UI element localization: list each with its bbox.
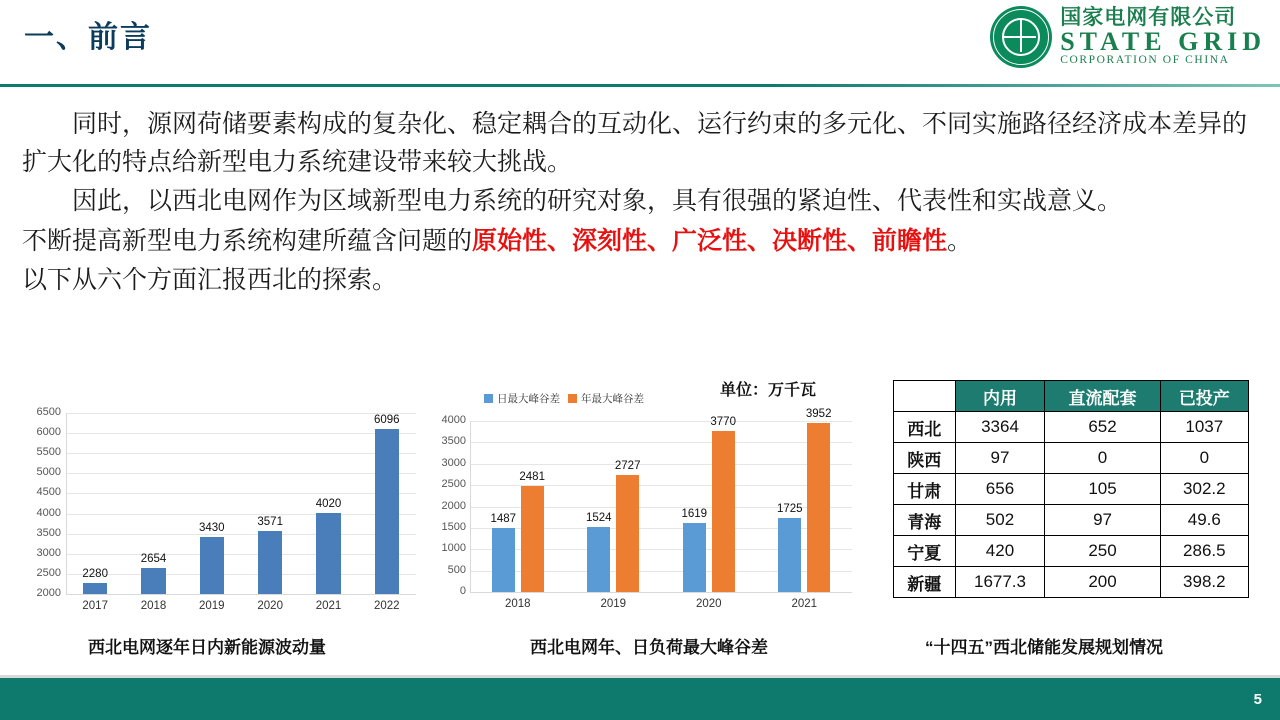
gridline <box>470 442 852 443</box>
page-number: 5 <box>1253 691 1262 708</box>
gridline <box>66 473 416 474</box>
gridline <box>66 514 416 515</box>
x-axis-tick-label: 2021 <box>315 600 342 612</box>
table-cell: 200 <box>1045 567 1160 598</box>
table-row-header: 宁夏 <box>894 536 956 567</box>
table-row-header: 西北 <box>894 412 956 443</box>
y-axis-tick-label: 3500 <box>36 526 61 539</box>
y-axis-tick-label: 2500 <box>36 566 61 579</box>
bar-value-label: 1524 <box>586 511 612 524</box>
x-axis-line <box>66 594 416 595</box>
bar-value-label: 1725 <box>777 503 803 516</box>
table-row <box>894 536 1249 567</box>
y-axis-tick-label: 500 <box>447 563 466 576</box>
table-row <box>894 505 1249 536</box>
table-cell: 302.2 <box>1160 474 1248 505</box>
bar <box>712 431 735 592</box>
y-axis-tick-label: 3000 <box>36 546 61 559</box>
table-row <box>894 443 1249 474</box>
slide-body-text <box>22 106 1262 302</box>
table-cell: 1677.3 <box>955 567 1045 598</box>
legend-label: 日最大峰谷差 <box>497 393 560 405</box>
legend-label: 年最大峰谷差 <box>581 393 644 405</box>
bar <box>375 429 400 594</box>
bar-value-label: 2654 <box>140 552 167 565</box>
bar <box>778 518 801 592</box>
paragraph-1: 同时，源网荷储要素构成的复杂化、稳定耦合的互动化、运行约束的多元化、不同实施路径经济成本差异的扩大化的特点给新型电力系统建设带来较大挑战。 <box>22 110 1248 176</box>
x-axis-tick-label: 2017 <box>82 600 108 612</box>
bar-value-label: 1487 <box>490 513 517 526</box>
bar <box>587 527 610 592</box>
gridline <box>66 534 416 535</box>
x-axis-tick-label: 2021 <box>791 598 818 610</box>
table-cell: 656 <box>955 474 1045 505</box>
gridline <box>66 433 416 434</box>
gridline <box>66 554 416 555</box>
logo-text-block <box>1060 7 1266 67</box>
bar <box>683 523 706 592</box>
table-corner-cell <box>894 381 956 412</box>
x-axis-tick-label: 2018 <box>140 600 167 612</box>
bar <box>521 486 544 592</box>
state-grid-logo <box>990 6 1266 68</box>
x-axis-tick-label: 2019 <box>600 598 627 610</box>
paragraph-3-pre: 不断提高新型电力系统构建所蕴含问题的 <box>22 226 473 255</box>
paragraph-3-post: 。 <box>947 226 973 255</box>
y-axis-tick-label: 3000 <box>441 456 466 469</box>
x-axis-tick-label: 2020 <box>257 600 283 612</box>
storage-plan-table-wrap <box>893 380 1249 598</box>
logo-company-en: STATE GRID <box>1060 26 1266 56</box>
bar-value-label: 2481 <box>519 470 545 483</box>
y-axis-tick-label: 2000 <box>36 587 61 599</box>
table-header-row <box>894 381 1249 412</box>
table-column-header: 已投产 <box>1160 381 1248 412</box>
bar <box>141 568 166 594</box>
bar-value-label: 2727 <box>614 460 641 473</box>
table-row <box>894 474 1249 505</box>
y-axis-tick-label: 6500 <box>36 406 61 418</box>
bar-value-label: 4020 <box>315 497 342 510</box>
logo-company-en-sub: CORPORATION OF CHINA <box>1060 54 1230 67</box>
chart-xinnengyuan-bodongliang <box>22 395 422 620</box>
legend-swatch <box>484 394 493 403</box>
storage-plan-table <box>893 380 1249 598</box>
x-axis-tick-label: 2022 <box>374 600 400 612</box>
bar <box>616 475 639 592</box>
table-cell: 0 <box>1160 443 1248 474</box>
table-cell: 0 <box>1045 443 1160 474</box>
table-cell: 398.2 <box>1160 567 1248 598</box>
table-cell: 97 <box>955 443 1045 474</box>
x-axis-line <box>470 592 852 593</box>
paragraph-4: 以下从六个方面汇报西北的探索。 <box>22 266 398 294</box>
table-caption: “十四五”西北储能发展规划情况 <box>925 638 1163 657</box>
bar-value-label: 3952 <box>805 408 832 421</box>
globe-logo-icon <box>990 6 1052 68</box>
table-row <box>894 412 1249 443</box>
table-header <box>894 381 1249 412</box>
slide-header <box>0 0 1280 84</box>
header-divider <box>0 84 1280 87</box>
table-cell: 1037 <box>1160 412 1248 443</box>
bar <box>83 583 108 594</box>
chart2-caption: 西北电网年、日负荷最大峰谷差 <box>530 638 768 657</box>
gridline <box>470 464 852 465</box>
table-body <box>894 412 1249 598</box>
table-column-header: 直流配套 <box>1045 381 1160 412</box>
bar <box>258 531 283 594</box>
y-axis-tick-label: 4000 <box>441 414 466 426</box>
bar <box>316 513 341 594</box>
table-cell: 286.5 <box>1160 536 1248 567</box>
chart-fenggucha <box>430 375 860 620</box>
y-axis-line <box>470 421 471 592</box>
table-row-header: 青海 <box>894 505 956 536</box>
table-column-header: 内用 <box>955 381 1045 412</box>
y-axis-tick-label: 2500 <box>441 478 466 491</box>
table-row-header: 甘肃 <box>894 474 956 505</box>
table-row-header: 新疆 <box>894 567 956 598</box>
legend-item <box>484 391 560 406</box>
chart2-unit-label: 单位：万千瓦 <box>720 382 817 399</box>
bar <box>492 528 515 592</box>
y-axis-tick-label: 0 <box>459 585 466 597</box>
y-axis-line <box>66 413 67 594</box>
legend-swatch <box>568 394 577 403</box>
page-title: 一、前言 <box>24 21 152 54</box>
legend-item <box>568 391 644 406</box>
table-cell: 49.6 <box>1160 505 1248 536</box>
chart1-caption: 西北电网逐年日内新能源波动量 <box>88 638 326 657</box>
bar-value-label: 3770 <box>710 415 736 428</box>
bar <box>200 537 225 595</box>
table-cell: 420 <box>955 536 1045 567</box>
paragraph-3 <box>22 223 1262 261</box>
bar <box>807 423 830 592</box>
logo-company-cn: 国家电网有限公司 <box>1060 6 1237 30</box>
table-cell: 652 <box>1045 412 1160 443</box>
y-axis-tick-label: 4000 <box>36 506 61 519</box>
y-axis-tick-label: 2000 <box>441 499 466 512</box>
paragraph-3-highlight: 原始性、深刻性、广泛性、决断性、前瞻性 <box>472 226 948 255</box>
bar-value-label: 6096 <box>374 414 400 427</box>
table-cell: 3364 <box>955 412 1045 443</box>
gridline <box>470 421 852 422</box>
bar-value-label: 2280 <box>82 567 108 580</box>
gridline <box>66 453 416 454</box>
x-axis-tick-label: 2020 <box>696 598 722 610</box>
y-axis-tick-label: 6000 <box>36 426 61 439</box>
footer-bar <box>0 678 1280 720</box>
bar-value-label: 3430 <box>199 521 225 534</box>
table-row <box>894 567 1249 598</box>
y-axis-tick-label: 3500 <box>441 435 466 448</box>
table-cell: 250 <box>1045 536 1160 567</box>
table-cell: 105 <box>1045 474 1160 505</box>
paragraph-2: 因此，以西北电网作为区域新型电力系统的研究对象，具有很强的紧迫性、代表性和实战意义。 <box>72 187 1123 215</box>
bar-value-label: 3571 <box>257 515 283 528</box>
y-axis-tick-label: 4500 <box>36 486 61 499</box>
y-axis-tick-label: 5500 <box>36 446 61 459</box>
table-row-header: 陕西 <box>894 443 956 474</box>
y-axis-tick-label: 1500 <box>441 520 466 533</box>
table-cell: 97 <box>1045 505 1160 536</box>
x-axis-tick-label: 2019 <box>199 600 225 612</box>
bar-value-label: 1619 <box>681 507 708 520</box>
y-axis-tick-label: 5000 <box>36 466 61 479</box>
y-axis-tick-label: 1000 <box>441 542 466 555</box>
x-axis-tick-label: 2018 <box>505 598 531 610</box>
gridline <box>66 493 416 494</box>
table-cell: 502 <box>955 505 1045 536</box>
